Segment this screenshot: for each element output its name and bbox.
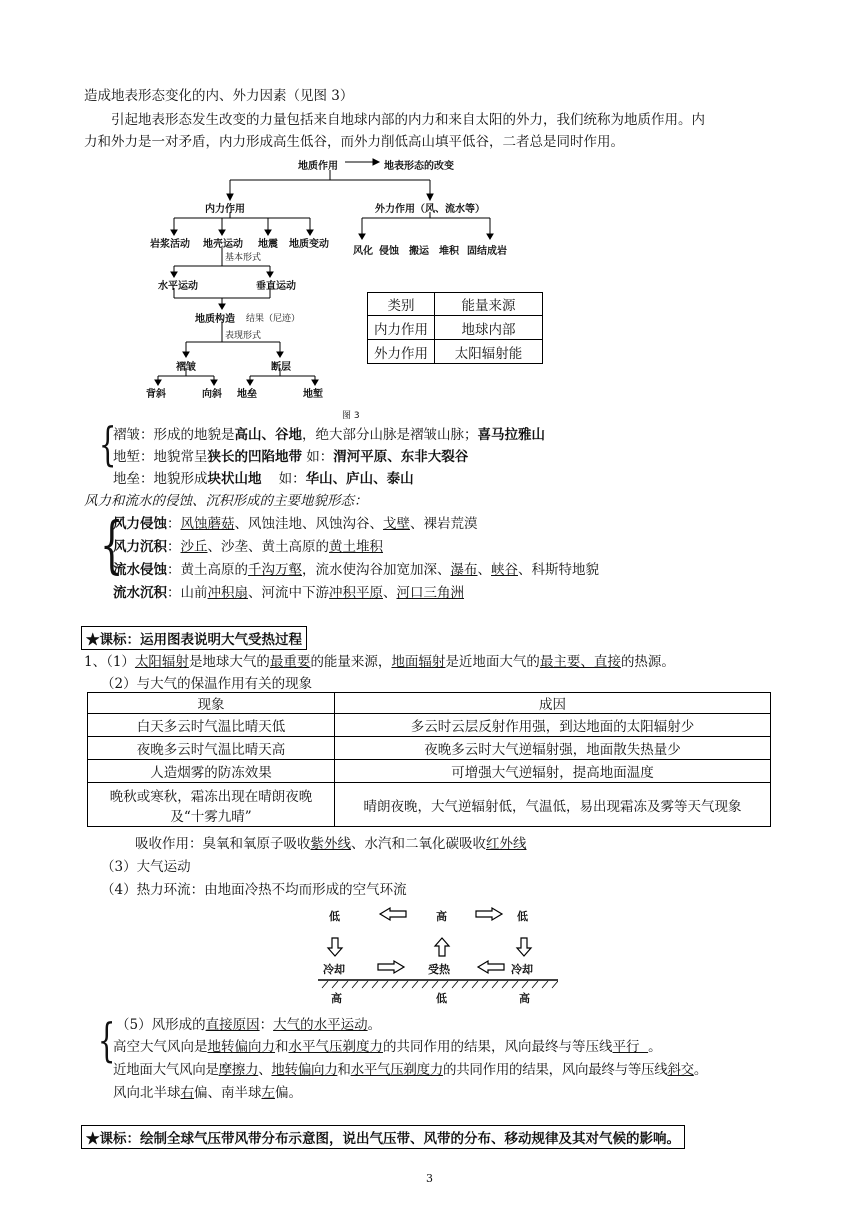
erosion-line: 流水沉积：山前冲积扇、河流中下游冲积平原、河口三角洲 <box>113 585 464 601</box>
table-cell: 夜晚多云时大气逆辐射强，地面散失热量少 <box>335 737 771 760</box>
table-cell: 人造烟雾的防冻效果 <box>88 760 335 783</box>
diagram-root-result: 地表形态的改变 <box>384 161 454 172</box>
figure-caption: 图 3 <box>342 411 360 421</box>
erosion-line: 风力侵蚀：风蚀蘑菇、风蚀洼地、风蚀沟谷、戈壁、裸岩荒漠 <box>113 516 478 532</box>
diagram-result-label: 结果（尼迹） <box>246 314 301 324</box>
diagram-node: 风化 <box>353 246 373 257</box>
diagram-external: 外力作用（风、流水等） <box>375 204 485 215</box>
table-cell: 内力作用 <box>368 316 435 340</box>
wind-line: （5）风形成的直接原因：大气的水平运动。 <box>116 1017 382 1033</box>
brace: { <box>98 417 117 471</box>
landform-line: 地堑：地貌常呈狭长的凹陷地带 如：渭河平原、东非大裂谷 <box>113 449 469 465</box>
table-cell: 太阳辐射能 <box>435 340 543 364</box>
temperature-label: 冷却 <box>323 963 345 976</box>
diagram-node: 水平运动 <box>158 281 198 292</box>
paragraph-line: 引起地表形态发生改变的力量包括来自地球内部的内力和来自太阳的外力，我们统称为地质作用。内 <box>111 112 705 128</box>
diagram-node: 背斜 <box>146 389 166 400</box>
wind-line: 风向北半球右偏、南半球左偏。 <box>113 1085 302 1101</box>
pressure-label: 高 <box>436 910 447 923</box>
table-header: 现象 <box>88 693 335 714</box>
diagram-node: 侵蚀 <box>379 246 399 257</box>
table-cell: 外力作用 <box>368 340 435 364</box>
table-cell: 晚秋或寒秋，霜冻出现在晴朗夜晚 及“十雾九晴” <box>88 783 335 827</box>
diagram-expression: 表现形式 <box>225 331 262 341</box>
table-header: 成因 <box>335 693 771 714</box>
page-number: 3 <box>426 1172 433 1185</box>
diagram-root: 地质作用 <box>298 161 338 172</box>
temperature-label: 受热 <box>428 963 450 976</box>
wind-line: 近地面大气风向是摩擦力、地转偏向力和水平气压剃度力的共同作用的结果，风向最终与等压线斜交。 <box>113 1062 708 1078</box>
standard-box: ★课标：运用图表说明大气受热过程 <box>81 626 307 650</box>
paragraph-line: 力和外力是一对矛盾，内力形成高生低谷，而外力削低高山填平低谷，二者总是同时作用。 <box>84 134 624 150</box>
diagram-basic-form: 基本形式 <box>225 253 262 263</box>
diagram-node: 固结成岩 <box>467 246 507 257</box>
diagram-node: 向斜 <box>202 389 222 400</box>
diagram-node: 垂直运动 <box>256 281 296 292</box>
diagram-internal: 内力作用 <box>205 204 245 215</box>
erosion-line: 流水侵蚀：黄土高原的千沟万壑，流水使沟谷加宽加深、瀑布、峡谷、科斯特地貌 <box>113 562 599 578</box>
pressure-label: 高 <box>331 992 342 1005</box>
diagram-node: 地质构造 <box>195 314 235 325</box>
diagram-node: 搬运 <box>409 246 429 257</box>
diagram-node: 地壳运动 <box>203 239 243 250</box>
pressure-label: 低 <box>436 992 447 1005</box>
erosion-title: 风力和流水的侵蚀、沉积形成的主要地貌形态： <box>84 493 368 509</box>
section-heading: 造成地表形态变化的内、外力因素（见图 3） <box>84 88 354 104</box>
landform-line: 地垒：地貌形成块状山地 如：华山、庐山、泰山 <box>113 471 414 487</box>
diagram-node: 岩浆活动 <box>150 239 190 250</box>
brace: { <box>99 508 124 581</box>
table-cell: 白天多云时气温比晴天低 <box>88 714 335 737</box>
table-cell: 地球内部 <box>435 316 543 340</box>
diagram-node: 地垒 <box>237 389 257 400</box>
diagram-node: 地质变动 <box>289 239 329 250</box>
pressure-label: 高 <box>519 992 530 1005</box>
table-cell: 可增强大气逆辐射，提高地面温度 <box>335 760 771 783</box>
wind-line: 高空大气风向是地转偏向力和水平气压剃度力的共同作用的结果，风向最终与等压线平行 。 <box>113 1039 662 1055</box>
table-cell: 夜晚多云时气温比晴天高 <box>88 737 335 760</box>
diagram-node: 褶皱 <box>176 362 196 373</box>
pressure-label: 低 <box>329 910 340 923</box>
table-header: 能量来源 <box>435 293 543 316</box>
brace: { <box>97 1013 116 1067</box>
standard-box: ★课标：绘制全球气压带风带分布示意图，说出气压带、风带的分布、移动规律及其对气候的影响。 <box>81 1125 685 1149</box>
item-line: （3）大气运动 <box>101 859 191 875</box>
item-line: （4）热力环流：由地面冷热不均而形成的空气环流 <box>101 882 407 898</box>
energy-table <box>367 292 543 364</box>
s1-line: 1、（1）太阳辐射是地球大气的最重要的能量来源，地面辐射是近地面大气的最主要、直接的热源。 <box>84 654 675 670</box>
diagram-node: 堆积 <box>439 246 459 257</box>
table-cell: 晴朗夜晚，大气逆辐射低，气温低，易出现霜冻及雾等天气现象 <box>335 783 771 827</box>
diagram-node: 断层 <box>271 362 291 373</box>
diagram-node: 地堑 <box>303 389 323 400</box>
diagram-node: 地震 <box>258 239 278 250</box>
s1-line: （2）与大气的保温作用有关的现象 <box>101 676 313 692</box>
table-header: 类别 <box>368 293 435 316</box>
erosion-line: 风力沉积：沙丘、沙垄、黄土高原的黄土堆积 <box>113 539 383 555</box>
phenomena-table <box>87 692 771 827</box>
temperature-label: 冷却 <box>511 963 533 976</box>
table-cell: 多云时云层反射作用强，到达地面的太阳辐射少 <box>335 714 771 737</box>
landform-line: 褶皱：形成的地貌是高山、谷地，绝大部分山脉是褶皱山脉；喜马拉雅山 <box>113 427 545 443</box>
absorb-line: 吸收作用：臭氧和氧原子吸收紫外线、水汽和二氧化碳吸收红外线 <box>135 836 527 852</box>
pressure-label: 低 <box>517 910 528 923</box>
